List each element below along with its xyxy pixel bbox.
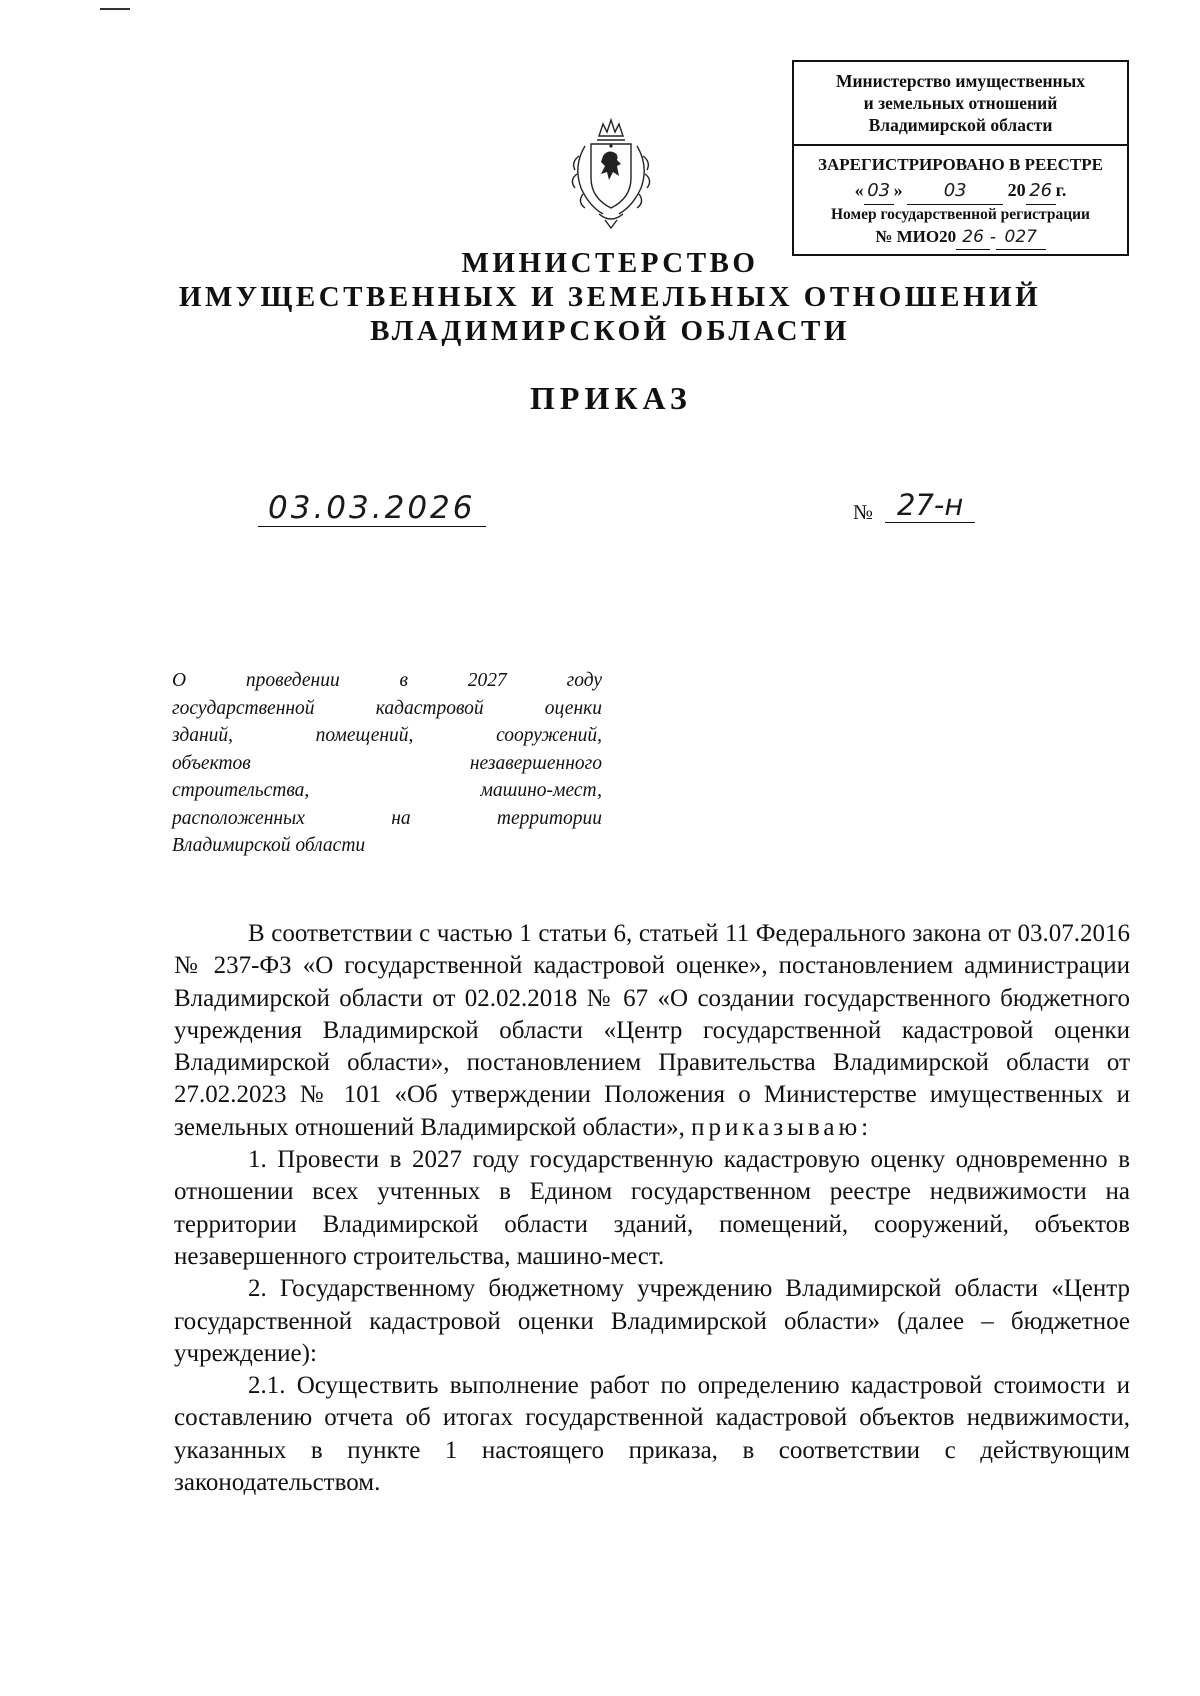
subject-line: строительства, машино-мест, [172,780,602,801]
stamp-close-quote: » [893,180,903,200]
stamp-date-year-suffix: 26 [1026,178,1056,205]
subject-line: О проведении в 2027 году [172,670,602,691]
ministry-heading [170,246,1050,348]
document-type: ПРИКАЗ [530,380,692,416]
subject-line: Владимирской области [172,835,366,856]
preamble-paragraph [174,918,1130,1144]
subject-line: расположенных на территории [172,807,602,829]
stamp-date-day: 03 [864,178,894,205]
stamp-reg-number-value: 027 [996,225,1046,250]
stamp-reg-number-prefix: № МИО20 [875,227,957,246]
subject-line: государственной кадастровой оценки [172,697,602,719]
order-number-label: № [853,500,874,524]
subject-line: зданий, помещений, сооружений, [172,725,602,746]
stamp-reg-number-sep: - [990,227,996,246]
stamp-date-month: 03 [907,178,1003,205]
stamp-registration-block [794,155,1127,250]
stamp-organization [794,62,1127,146]
stamp-date-year-prefix: 20 [1007,180,1026,200]
order-body [174,918,1130,1499]
ministry-line-1: МИНИСТЕРСТВО [461,247,759,279]
coat-of-arms-icon [563,116,659,230]
stamp-reg-number-label: Номер государственной регистрации [831,206,1090,223]
subject-line: объектов незавершенного [172,752,602,774]
registration-stamp [792,60,1129,256]
stamp-org-line-2: и земельных отношений [863,93,1058,113]
order-word: приказываю: [691,1113,873,1141]
ministry-line-3: ВЛАДИМИРСКОЙ ОБЛАСТИ [370,315,850,347]
stamp-open-quote: « [854,180,864,200]
order-date: 03.03.2026 [258,490,486,527]
stamp-registered-label: ЗАРЕГИСТРИРОВАНО В РЕЕСТРЕ [818,155,1103,174]
order-subject [172,667,602,860]
ministry-line-2: ИМУЩЕСТВЕННЫХ И ЗЕМЕЛЬНЫХ ОТНОШЕНИЙ [178,281,1042,313]
item-2-paragraph: 2. Государственному бюджетному учреждению Владимирской области «Центр государственной кадастровой оценки Владимирской области» (далее – бюджетное учреждение): [174,1275,1130,1367]
order-number: 27-н [885,488,975,523]
stamp-date-year-mark: г. [1055,180,1067,200]
stamp-org-line-3: Владимирской области [868,115,1053,135]
item-2-1-paragraph: 2.1. Осуществить выполнение работ по определению кадастровой стоимости и составлению отчета об итогах государственной кадастровой объектов недвижимости, указанных в пункте 1 настоящего приказа, в соответствии с действующим законодательством. [174,1372,1130,1497]
stamp-org-line-1: Министерство имущественных [835,71,1086,91]
preamble-text: В соответствии с частью 1 статьи 6, статьей 11 Федерального закона от 03.07.2016 № 237-ФЗ «О государственной кадастровой оценке», постановлением администрации Владимирской области от 02.02.2018 № 67 «О создании государственного бюджетного учреждения Владимирской области «Центр государственной кадастровой оценки Владимирской области», постановлением Правительства Владимирской области от 27.02.2023 № 101 «Об утверждении Положения о Министерстве имущественных и земельных отношений Владимирской области», [174,920,1130,1141]
stamp-registration-date [794,177,1127,205]
scan-artifact-dash [100,8,130,10]
stamp-reg-number-year: 26 [956,225,990,250]
item-1-paragraph: 1. Провести в 2027 году государственную кадастровую оценку одновременно в отношении всех учтенных в Едином государственном реестре недвижимости на территории Владимирской области зданий, помещений, сооружений, объектов незавершенного строительства, машино-мест. [174,1146,1130,1270]
